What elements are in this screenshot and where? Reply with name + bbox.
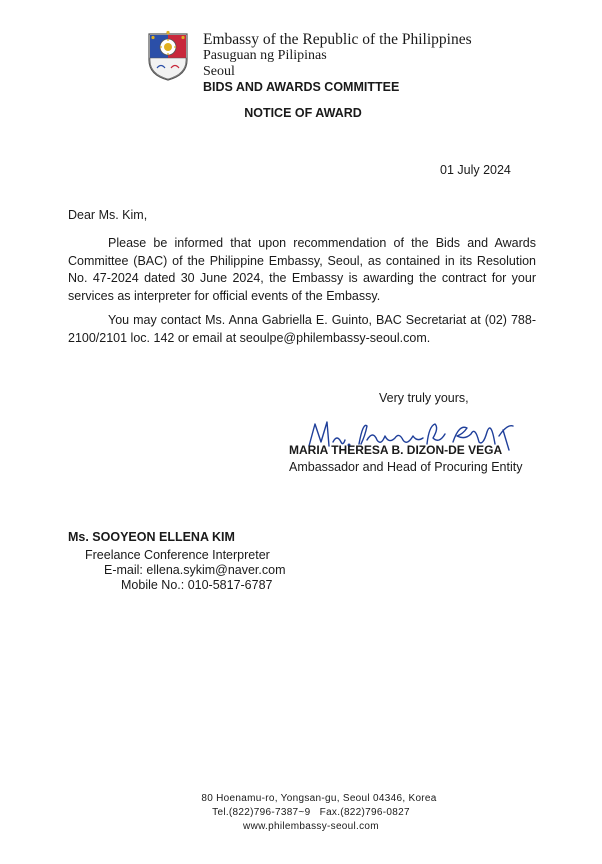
recipient-position: Freelance Conference Interpreter	[85, 548, 270, 562]
recipient-name: Ms. SOOYEON ELLENA KIM	[68, 530, 235, 544]
letter-date: 01 July 2024	[440, 163, 511, 177]
letterhead-city: Seoul	[203, 64, 235, 79]
philippine-seal-icon	[143, 30, 193, 82]
footer-address: 80 Hoenamu-ro, Yongsan-gu, Seoul 04346, Korea	[201, 793, 437, 804]
body-paragraph-2: You may contact Ms. Anna Gabriella E. Guinto, BAC Secretariat at (02) 788-2100/2101 loc. 142 or email at seoulpe@philembassy-seoul.com.	[68, 313, 536, 345]
letterhead-filipino-name: Pasuguan ng Pilipinas	[203, 48, 327, 63]
body-paragraph-1: Please be informed that upon recommendation of the Bids and Awards Committee (BAC) of the Philippine Embassy, Seoul, as contained in its Resolution No. 47-2024 dated 30 June 2024, the Embassy is awarding the contract for your services as interpreter for official events of the Embassy.	[68, 236, 536, 303]
salutation: Dear Ms. Kim,	[68, 208, 148, 222]
closing: Very truly yours,	[379, 391, 469, 405]
recipient-mobile: Mobile No.: 010-5817-6787	[121, 578, 273, 592]
notice-title: NOTICE OF AWARD	[244, 106, 362, 120]
letterhead-embassy-name: Embassy of the Republic of the Philippines	[203, 31, 472, 48]
footer-phone-fax: Tel.(822)796-7387~9 Fax.(822)796-0827	[212, 807, 410, 818]
footer-website: www.philembassy-seoul.com	[243, 821, 379, 832]
committee-name: BIDS AND AWARDS COMMITTEE	[203, 80, 400, 94]
signatory-name: MARIA THERESA B. DIZON-DE VEGA	[289, 443, 503, 457]
signatory-title: Ambassador and Head of Procuring Entity	[289, 460, 523, 474]
recipient-email: E-mail: ellena.sykim@naver.com	[104, 563, 286, 577]
